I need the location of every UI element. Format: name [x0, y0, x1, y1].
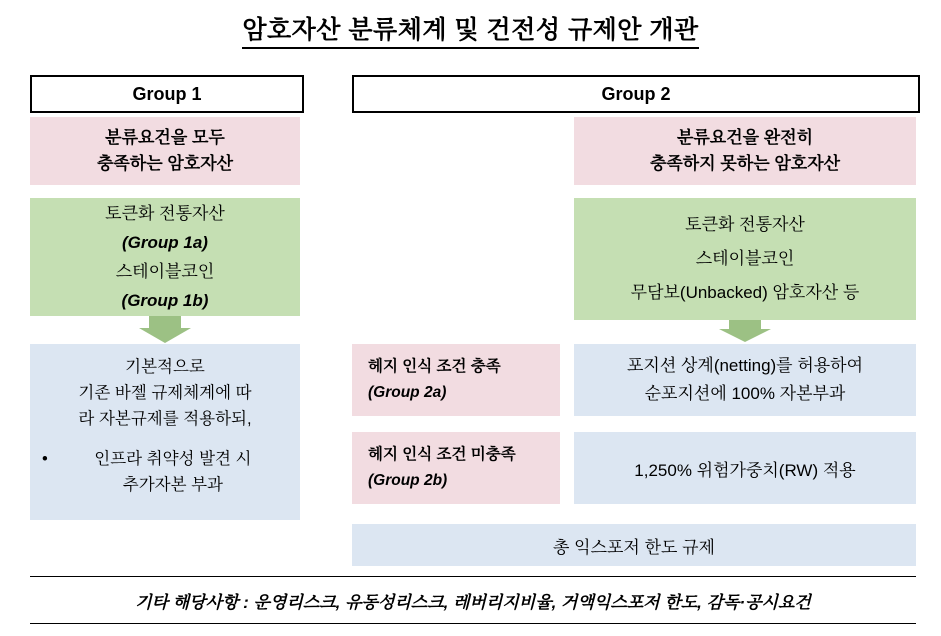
group2-asset-1: 토큰화 전통자산 — [685, 215, 805, 234]
group1-criteria-line-2: 충족하는 암호자산 — [96, 154, 234, 173]
group2-assets-box — [574, 198, 916, 320]
group2a-treatment-box — [574, 344, 916, 416]
group1-criteria-box — [30, 117, 300, 185]
page-title — [0, 10, 941, 46]
group1-result-bullet — [38, 446, 292, 498]
group2-criteria-box — [574, 117, 916, 185]
footnote-text: 기타 해당사항 : 운영리스크, 유동성리스크, 레버리지비율, 거액익스포저 한도, 감독·공시요건 — [135, 592, 811, 612]
group2-criteria-line-2: 충족하지 못하는 암호자산 — [649, 154, 841, 173]
group1-assets-box — [30, 198, 300, 316]
group1-result-line-1: 기본적으로 — [125, 358, 205, 376]
group1-result-box — [30, 344, 300, 520]
group2b-treatment-line-1: 1,250% 위험가중치(RW) 적용 — [634, 460, 856, 480]
group1-result-bullet-text — [54, 446, 292, 498]
group2b-label-box — [352, 432, 560, 504]
footnote — [30, 576, 916, 624]
group2-asset-2: 스테이블코인 — [695, 249, 795, 268]
group2a-treatment-line-1: 포지션 상계(netting)를 허용하여 — [626, 356, 864, 375]
group2b-label-text: 헤지 인식 조건 미충족 — [368, 446, 516, 463]
group1-result-bullet-line-2: 추가자본 부과 — [122, 476, 223, 494]
group1-asset-1: 토큰화 전통자산 — [105, 204, 225, 223]
group1-criteria-line-1: 분류요건을 모두 — [105, 128, 225, 147]
group2a-label-box — [352, 344, 560, 416]
group2-header-label: Group 2 — [601, 83, 671, 104]
group2-header — [352, 75, 920, 113]
group2a-code: (Group 2a) — [368, 384, 447, 401]
group1-result-line-2: 기존 바젤 규제체계에 따 — [78, 384, 252, 402]
group2-asset-3: 무담보(Unbacked) 암호자산 등 — [630, 283, 860, 302]
group1-result-paragraph — [38, 354, 292, 432]
group1-header — [30, 75, 304, 113]
group2a-label-text: 헤지 인식 조건 충족 — [368, 358, 501, 375]
exposure-limit-box — [352, 524, 916, 566]
bullet-dot-icon: • — [42, 450, 48, 468]
group1-asset-2: 스테이블코인 — [115, 262, 215, 281]
group1-asset-2-code: (Group 1b) — [121, 291, 209, 310]
group2b-treatment-box — [574, 432, 916, 504]
group1-result-bullet-line-1: 인프라 취약성 발견 시 — [94, 450, 252, 468]
exposure-limit-text: 총 익스포저 한도 규제 — [553, 537, 715, 557]
group1-asset-1-code: (Group 1a) — [122, 233, 208, 252]
page-title-text: 암호자산 분류체계 및 건전성 규제안 개관 — [242, 16, 698, 49]
group1-result-line-3: 라 자본규제를 적용하되, — [78, 410, 252, 428]
group2b-code: (Group 2b) — [368, 472, 448, 489]
group2a-treatment-line-2: 순포지션에 100% 자본부과 — [644, 384, 846, 403]
group2-criteria-line-1: 분류요건을 완전히 — [676, 128, 814, 147]
group1-header-label: Group 1 — [132, 83, 202, 104]
